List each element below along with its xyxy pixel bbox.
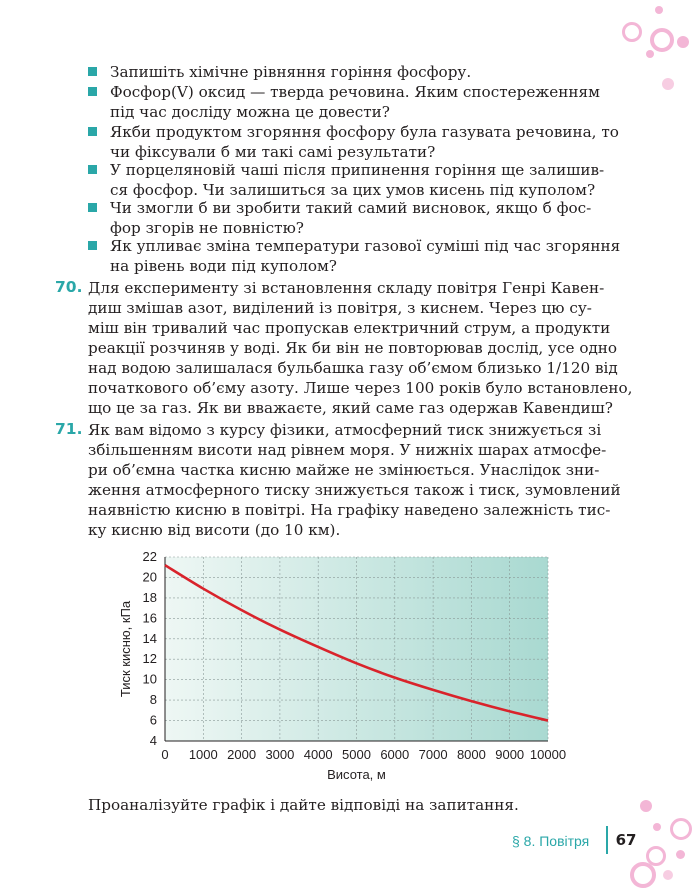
- y-tick-label: 6: [149, 712, 157, 728]
- paragraph-line: ження атмосферного тиску знижується також і тиск, зумовлений: [88, 481, 621, 499]
- y-tick-label: 20: [142, 569, 157, 585]
- x-tick-label: 10000: [529, 747, 567, 762]
- oxygen-pressure-chart: [100, 545, 570, 790]
- y-axis-label: Тиск кисню, кПа: [118, 600, 133, 698]
- decor-circle: [670, 818, 692, 840]
- bullet-square-icon: [88, 241, 97, 250]
- y-tick-label: 16: [142, 610, 157, 626]
- y-tick-label: 4: [149, 733, 157, 748]
- x-tick-label: 3000: [265, 747, 295, 762]
- footer-divider: [606, 826, 608, 854]
- paragraph-line: що це за газ. Як ви вважаєте, який саме газ одержав Кавендиш?: [88, 399, 613, 417]
- page-number: 67: [615, 831, 637, 849]
- decor-circle: [650, 28, 674, 52]
- x-tick-label: 9000: [495, 747, 525, 762]
- list-item: Як упливає зміна температури газової суміші під час згоряння на рівень води під куполом?: [88, 236, 648, 276]
- paragraph-line: міш він тривалий час пропускав електричний струм, а продукти: [88, 319, 611, 337]
- paragraph-line: над водою залишалася бульбашка газу об’ємом близько 1/120 від: [88, 359, 618, 377]
- paragraph-line: реакції розчиняв у воді. Як би він не повторював дослід, усе одно: [88, 339, 618, 357]
- section-title: § 8. Повітря: [512, 833, 590, 849]
- x-tick-label: 0: [161, 747, 169, 762]
- x-tick-label: 1000: [188, 747, 218, 762]
- x-tick-label: 6000: [380, 747, 410, 762]
- decor-circle: [622, 22, 642, 42]
- chart-svg: [100, 545, 570, 790]
- task-number: 71.: [55, 420, 83, 438]
- y-tick-label: 14: [142, 630, 157, 646]
- decor-circle: [677, 36, 689, 48]
- decor-circle: [662, 78, 674, 90]
- y-tick-label: 12: [142, 651, 157, 667]
- y-tick-label: 10: [142, 671, 157, 687]
- x-tick-label: 5000: [342, 747, 371, 762]
- decor-circle: [663, 870, 673, 880]
- bullet-square-icon: [88, 203, 97, 212]
- list-item: Якби продуктом згоряння фосфору була газувата речовина, то чи фіксували б ми такі самі результати?: [88, 122, 648, 162]
- list-item: Фосфор(V) оксид — тверда речовина. Яким спостереженням під час досліду можна це довести?: [88, 82, 648, 122]
- paragraph-line: Для експерименту зі встановлення складу повітря Генрі Кавен-: [88, 279, 605, 297]
- decor-circle: [653, 823, 661, 831]
- y-tick-label: 8: [149, 692, 157, 708]
- paragraph-line: Як вам відомо з курсу фізики, атмосферний тиск знижується зі: [88, 421, 602, 439]
- x-tick-label: 7000: [418, 747, 448, 762]
- list-item: У порцеляновій чаші після припинення горіння ще залишив- ся фосфор. Чи залишиться за цих умов кисень під куполом?: [88, 160, 648, 200]
- paragraph-line: ри об’ємна частка кисню майже не змінюється. Унаслідок зни-: [88, 461, 600, 479]
- analysis-prompt: Проаналізуйте графік і дайте відповіді на запитання.: [88, 796, 519, 814]
- decor-circle: [655, 6, 663, 14]
- y-tick-label: 18: [142, 589, 157, 605]
- paragraph-line: наявністю кисню в повітрі. На графіку наведено залежність тис-: [88, 501, 611, 519]
- x-axis-label: Висота, м: [327, 767, 386, 782]
- paragraph-line: диш змішав азот, виділений із повітря, з киснем. Через цю су-: [88, 299, 592, 317]
- decor-circle: [646, 50, 654, 58]
- x-tick-label: 4000: [303, 747, 333, 762]
- task-number: 70.: [55, 278, 83, 296]
- paragraph-line: початкового об’єму азоту. Лише через 100 років було встановлено,: [88, 379, 633, 397]
- bullet-square-icon: [88, 87, 97, 96]
- paragraph-line: збільшенням висоти над рівнем моря. У нижніх шарах атмосфе-: [88, 441, 607, 459]
- y-tick-label: 22: [142, 549, 157, 564]
- list-item: Запишіть хімічне рівняння горіння фосфору.: [88, 62, 648, 82]
- bullet-square-icon: [88, 67, 97, 76]
- paragraph-line: ку кисню від висоти (до 10 км).: [88, 521, 341, 539]
- decor-circle: [640, 800, 652, 812]
- decor-circle: [676, 850, 685, 859]
- decor-circle: [630, 862, 656, 888]
- x-tick-label: 8000: [456, 747, 486, 762]
- x-tick-label: 2000: [227, 747, 257, 762]
- bullet-square-icon: [88, 127, 97, 136]
- list-item: Чи змогли б ви зробити такий самий висновок, якщо б фос- фор згорів не повністю?: [88, 198, 648, 238]
- bullet-square-icon: [88, 165, 97, 174]
